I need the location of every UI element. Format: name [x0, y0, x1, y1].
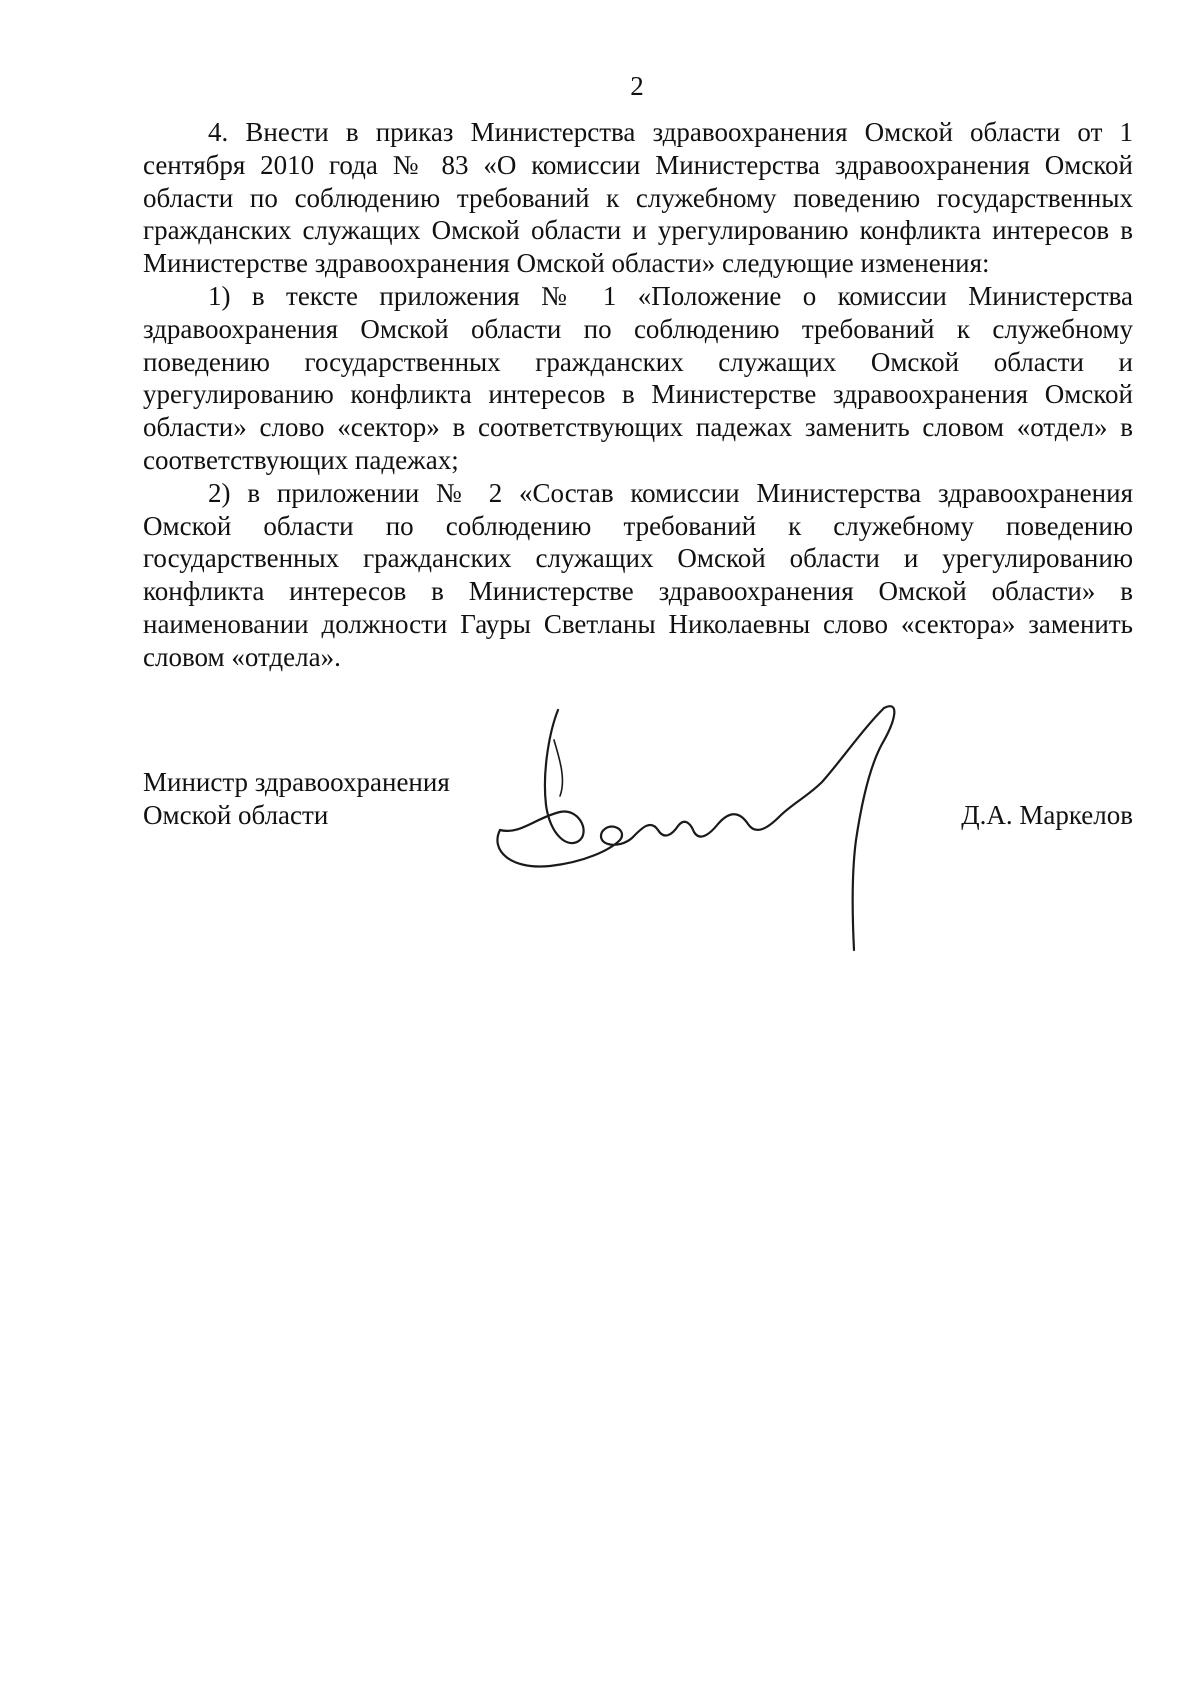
signatory-position-line-2: Омской области: [143, 800, 329, 830]
document-body: [143, 116, 1133, 674]
signature-block: [143, 766, 1133, 986]
paragraph-subitem-1: 1) в тексте приложения № 1 «Положение о комиссии Министерства здравоохранения Омской области по соблюдению требований к служебному поведению государственных гражданских служащих Омской области и урегулированию конфликта интересов в Министерстве здравоохранения Омской области» слово «сектор» в соответствующих падежах заменить словом «отдел» в соответствующих падежах;: [143, 280, 1133, 475]
handwritten-signature: [490, 700, 920, 960]
paragraph-item-4: 4. Внести в приказ Министерства здравоохранения Омской области от 1 сентября 2010 года № 83 «О комиссии Министерства здравоохранения Омской области по соблюдению требований к служебному поведению государственных гражданских служащих Омской области и урегулированию конфликта интересов в Министерстве здравоохранения Омской области» следующие изменения:: [143, 117, 1133, 279]
signatory-name: Д.А. Маркелов: [961, 800, 1133, 830]
page-number: 2: [630, 71, 644, 101]
signatory-position-line-1: Министр здравоохранения: [143, 767, 450, 797]
signature-stroke: [490, 700, 920, 960]
signatory-position: [143, 766, 503, 832]
paragraph-subitem-2: 2) в приложении № 2 «Состав комиссии Министерства здравоохранения Омской области по соблюдению требований к служебному поведению государственных гражданских служащих Омской области и урегулированию конфликта интересов в Министерстве здравоохранения Омской области» в наименовании должности Гауры Светланы Николаевны слово «сектора» заменить словом «отдела».: [143, 477, 1133, 672]
